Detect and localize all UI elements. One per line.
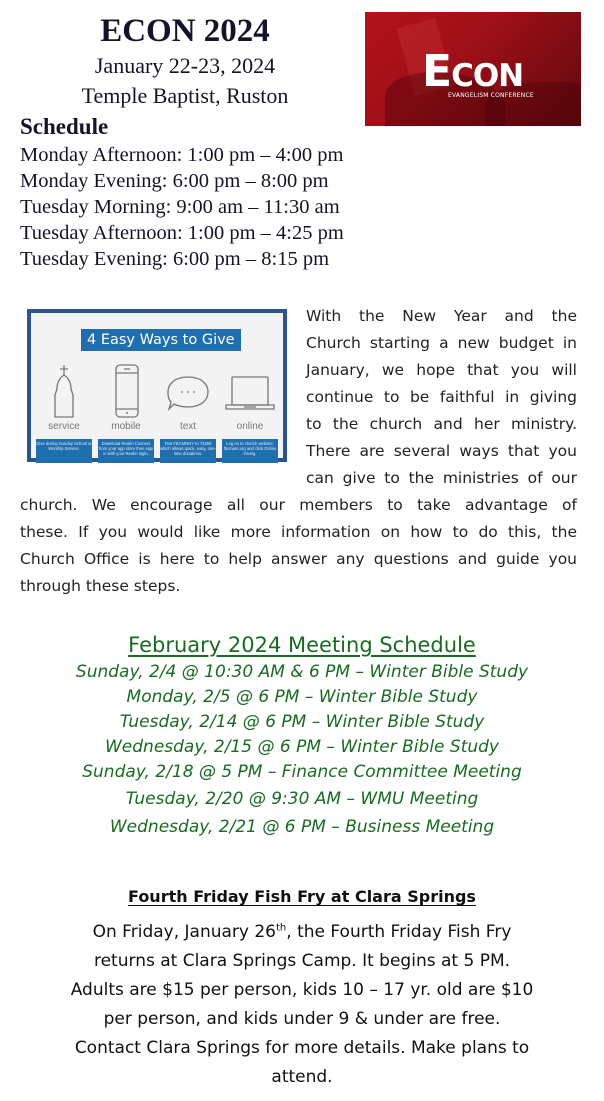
econ-logo-image: [365, 12, 581, 126]
give-graphic-title: 4 Easy Ways to Give: [81, 329, 241, 351]
giving-paragraph-full: [20, 492, 577, 600]
february-schedule-list: [0, 660, 604, 841]
give-method-text: [159, 363, 217, 433]
give-method-service: [35, 363, 93, 433]
church-icon: [44, 363, 84, 419]
meeting-item: Tuesday, 2/20 @ 9:30 AM – WMU Meeting: [125, 789, 479, 809]
logo-letter-e: E: [422, 46, 452, 97]
give-method-description: Log on to church website: fbcmars.org and click Online Giving.: [222, 439, 278, 463]
paragraph-line: Church starting a new budget in: [306, 334, 577, 352]
fish-fry-line: attend.: [271, 1067, 333, 1087]
paragraph-line: January, we hope that you will: [306, 361, 577, 379]
give-method-mobile: [97, 363, 155, 433]
fish-fry-heading: Fourth Friday Fish Fry at Clara Springs: [128, 887, 476, 906]
schedule-item: Monday Evening: 6:00 pm – 8:00 pm: [20, 170, 329, 192]
econ-schedule-list: [20, 142, 344, 272]
meeting-item: Tuesday, 2/14 @ 6 PM – Winter Bible Study: [119, 712, 485, 732]
smartphone-icon: [106, 363, 146, 419]
fish-fry-body: [30, 918, 574, 1092]
give-method-label: mobile: [111, 421, 141, 432]
paragraph-line: church. We encourage all our members to take advantage of: [20, 496, 577, 514]
giving-paragraph-wrapped: [306, 303, 577, 492]
paragraph-line: to the church and her ministry.: [306, 415, 577, 433]
econ-dates: January 22-23, 2024: [94, 53, 276, 78]
meeting-item: Monday, 2/5 @ 6 PM – Winter Bible Study: [126, 687, 478, 707]
schedule-item: Tuesday Afternoon: 1:00 pm – 4:25 pm: [20, 222, 344, 244]
give-method-label: text: [179, 421, 197, 432]
meeting-item: Wednesday, 2/21 @ 6 PM – Business Meeting: [109, 817, 495, 837]
february-schedule-heading: February 2024 Meeting Schedule: [128, 633, 476, 657]
ordinal-suffix: th: [276, 922, 287, 934]
fish-fry-line: per person, and kids under 9 & under are free.: [103, 1009, 501, 1029]
econ-title: ECON 2024: [100, 13, 270, 49]
give-method-online: [221, 363, 279, 433]
econ-logo-tagline: EVANGELISM CONFERENCE: [448, 92, 534, 99]
schedule-item: Monday Afternoon: 1:00 pm – 4:00 pm: [20, 144, 344, 166]
fish-fry-line: [30, 918, 574, 947]
paragraph-line: Church Office is here to help answer any questions and guide you: [20, 550, 577, 568]
schedule-item: Tuesday Morning: 9:00 am – 11:30 am: [20, 196, 340, 218]
paragraph-line: these. If you would like more information on how to do this, the: [20, 523, 577, 541]
fish-fry-line-text: , the Fourth Friday Fish Fry: [286, 922, 512, 942]
fish-fry-line: returns at Clara Springs Camp. It begins at 5 PM.: [93, 951, 511, 971]
meeting-item: Sunday, 2/18 @ 5 PM – Finance Committee Meeting: [82, 762, 522, 782]
paragraph-line: can give to the ministries of our: [306, 469, 577, 487]
schedule-heading: Schedule: [20, 114, 109, 139]
econ-venue: Temple Baptist, Ruston: [81, 83, 289, 108]
ways-to-give-graphic: [27, 309, 287, 462]
meeting-item: Wednesday, 2/15 @ 6 PM – Winter Bible Study: [104, 737, 499, 757]
laptop-icon: [224, 363, 276, 419]
paragraph-line: With the New Year and the: [306, 307, 577, 325]
fish-fry-line: Contact Clara Springs for more details. Make plans to: [74, 1038, 530, 1058]
give-method-label: service: [48, 421, 80, 432]
logo-letters-con: CON: [451, 58, 524, 94]
paragraph-line: continue to be faithful in giving: [306, 388, 577, 406]
paragraph-line: through these steps.: [20, 577, 181, 595]
schedule-item: Tuesday Evening: 6:00 pm – 8:15 pm: [20, 248, 330, 270]
fish-fry-date-text: On Friday, January 26: [92, 922, 276, 942]
fish-fry-line: Adults are $15 per person, kids 10 – 17 yr. old are $10: [70, 980, 534, 1000]
meeting-item: Sunday, 2/4 @ 10:30 AM & 6 PM – Winter Bible Study: [75, 662, 529, 682]
give-method-description: Download Realm Connect from your app store then sign in with your Realm login.: [98, 439, 154, 463]
paragraph-line: There are several ways that you: [306, 442, 577, 460]
speech-bubble-icon: [164, 363, 212, 419]
give-method-description: Text FBCMNNY to 73256 which allows quick, easy, one-time donations.: [160, 439, 216, 463]
give-method-description: Give during Sunday School or Worship Service.: [36, 439, 92, 463]
give-method-label: online: [236, 421, 264, 432]
